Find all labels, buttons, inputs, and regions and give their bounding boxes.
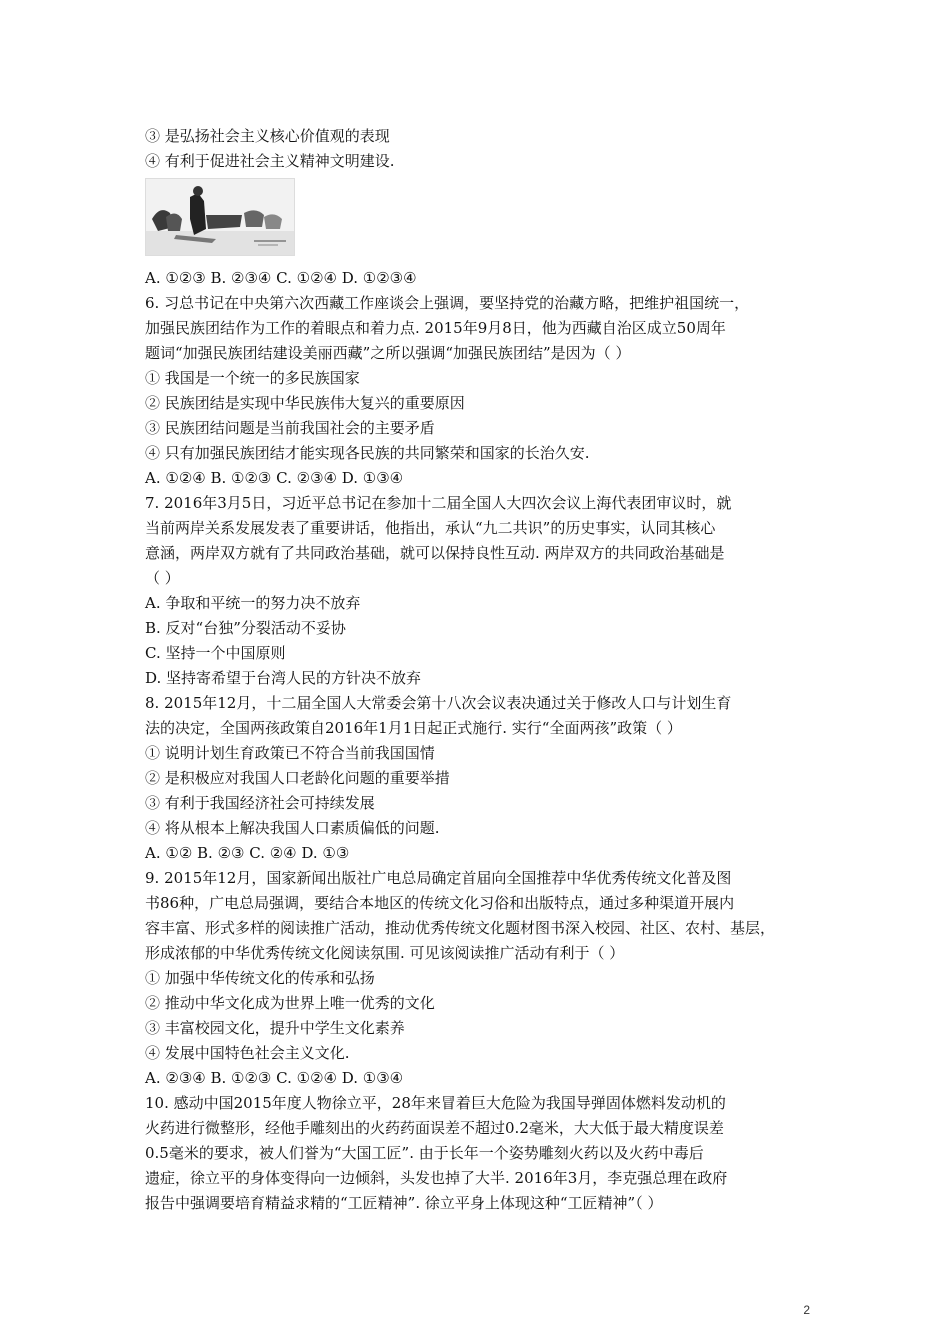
text-line: 火药进行微整形，经他手雕刻出的火药药面误差不超过0.2毫米，大大低于最大精度误差 <box>145 1119 724 1137</box>
text-line: 意涵，两岸双方就有了共同政治基础，就可以保持良性互动. 两岸双方的共同政治基础是 <box>145 544 725 562</box>
text-line: ③ 是弘扬社会主义核心价值观的表现 <box>145 127 390 145</box>
text-line: 题词“加强民族团结建设美丽西藏”之所以强调“加强民族团结”是因为（ ） <box>145 344 631 362</box>
text-line: 容丰富、形式多样的阅读推广活动，推动优秀传统文化题材图书深入校园、社区、农村、基层， <box>145 919 776 937</box>
text-line: A. ①② B. ②③ C. ②④ D. ①③ <box>145 844 350 862</box>
text-line: 加强民族团结作为工作的着眼点和着力点. 2015年9月8日，他为西藏自治区成立50周年 <box>145 319 726 337</box>
text-line: 10. 感动中国2015年度人物徐立平，28年来冒着巨大危险为我国导弹固体燃料发动机的 <box>145 1094 726 1112</box>
text-line: ① 加强中华传统文化的传承和弘扬 <box>145 969 375 987</box>
text-line: D. 坚持寄希望于台湾人民的方针决不放弃 <box>145 669 422 687</box>
page-content <box>145 124 810 1216</box>
text-line: A. 争取和平统一的努力决不放弃 <box>145 594 361 612</box>
text-line: ④ 只有加强民族团结才能实现各民族的共同繁荣和国家的长治久安. <box>145 444 590 462</box>
text-line: 遗症，徐立平的身体变得向一边倾斜，头发也掉了大半. 2016年3月，李克强总理在政府 <box>145 1169 728 1187</box>
text-line: 报告中强调要培育精益求精的“工匠精神”. 徐立平身上体现这种“工匠精神”（ ） <box>145 1194 663 1212</box>
text-line: （ ） <box>145 569 180 587</box>
text-line: ④ 将从根本上解决我国人口素质偏低的问题. <box>145 819 440 837</box>
text-line: 形成浓郁的中华优秀传统文化阅读氛围. 可见该阅读推广活动有利于（ ） <box>145 944 625 962</box>
text-line: A. ①②③ B. ②③④ C. ①②④ D. ①②③④ <box>145 269 417 287</box>
text-line: B. 反对“台独”分裂活动不妥协 <box>145 619 346 637</box>
pre-figure-lines <box>145 124 810 174</box>
page-number: 2 <box>803 1303 810 1317</box>
text-line: ③ 丰富校园文化，提升中学生文化素养 <box>145 1019 405 1037</box>
text-line: ④ 发展中国特色社会主义文化. <box>145 1044 350 1062</box>
text-line: 9. 2015年12月，国家新闻出版社广电总局确定首届向全国推荐中华优秀传统文化普及图 <box>145 869 732 887</box>
illustration-image <box>145 178 295 256</box>
question-lines <box>145 266 810 1216</box>
text-line: ④ 有利于促进社会主义精神文明建设. <box>145 152 395 170</box>
text-line: ③ 民族团结问题是当前我国社会的主要矛盾 <box>145 419 435 437</box>
text-line: 6. 习总书记在中央第六次西藏工作座谈会上强调，要坚持党的治藏方略，把维护祖国统一， <box>145 294 750 312</box>
cartoon-illustration <box>146 179 294 255</box>
text-line: ① 我国是一个统一的多民族国家 <box>145 369 360 387</box>
text-line: 书86种，广电总局强调，要结合本地区的传统文化习俗和出版特点，通过多种渠道开展内 <box>145 894 735 912</box>
text-line: A. ②③④ B. ①②③ C. ①②④ D. ①③④ <box>145 1069 404 1087</box>
text-line: 7. 2016年3月5日，习近平总书记在参加十二届全国人大四次会议上海代表团审议时，就 <box>145 494 732 512</box>
text-line: 0.5毫米的要求，被人们誉为“大国工匠”. 由于长年一个姿势雕刻火药以及火药中毒后 <box>145 1144 704 1162</box>
text-line: ② 是积极应对我国人口老龄化问题的重要举措 <box>145 769 450 787</box>
text-line: ③ 有利于我国经济社会可持续发展 <box>145 794 375 812</box>
text-line: A. ①②④ B. ①②③ C. ②③④ D. ①③④ <box>145 469 404 487</box>
text-line: 法的决定，全国两孩政策自2016年1月1日起正式施行. 实行“全面两孩”政策（ ） <box>145 719 682 737</box>
text-line: ② 民族团结是实现中华民族伟大复兴的重要原因 <box>145 394 465 412</box>
text-line: ② 推动中华文化成为世界上唯一优秀的文化 <box>145 994 435 1012</box>
text-line: 当前两岸关系发展发表了重要讲话，他指出，承认“九二共识”的历史事实，认同其核心 <box>145 519 716 537</box>
text-line: 8. 2015年12月，十二届全国人大常委会第十八次会议表决通过关于修改人口与计划生育 <box>145 694 732 712</box>
text-line: C. 坚持一个中国原则 <box>145 644 286 662</box>
text-line: ① 说明计划生育政策已不符合当前我国国情 <box>145 744 435 762</box>
